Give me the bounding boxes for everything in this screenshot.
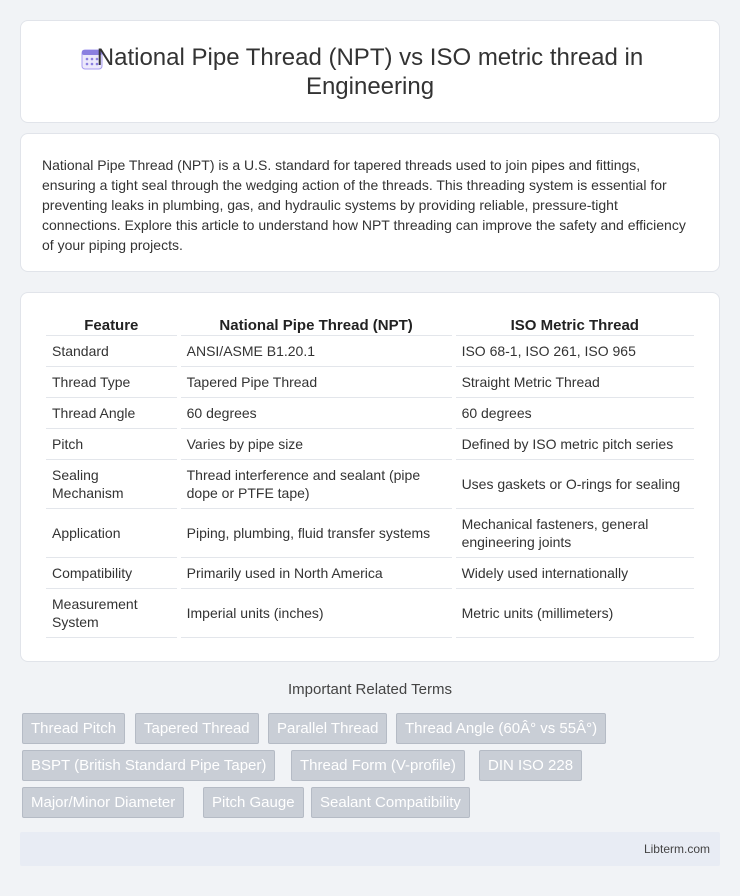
column-header-npt: National Pipe Thread (NPT) <box>181 314 452 336</box>
table-cell: Standard <box>46 336 177 367</box>
table-cell: ISO 68-1, ISO 261, ISO 965 <box>456 336 694 367</box>
table-cell: Varies by pipe size <box>181 429 452 460</box>
tag-thread-form[interactable]: Thread Form (V-profile) <box>291 750 465 781</box>
table-cell: Primarily used in North America <box>181 558 452 589</box>
table-cell: Measurement System <box>46 589 177 638</box>
tag-thread-angle[interactable]: Thread Angle (60Â° vs 55Â°) <box>396 713 606 744</box>
tag-sealant-compatibility[interactable]: Sealant Compatibility <box>311 787 470 818</box>
table-row <box>46 558 694 589</box>
table-cell: Uses gaskets or O-rings for sealing <box>456 460 694 509</box>
table-cell: Piping, plumbing, fluid transfer systems <box>181 509 452 558</box>
footer <box>20 832 720 866</box>
table-cell: Straight Metric Thread <box>456 367 694 398</box>
table-cell: Thread interference and sealant (pipe dope or PTFE tape) <box>181 460 452 509</box>
table-cell: Widely used internationally <box>456 558 694 589</box>
page-title <box>21 43 719 101</box>
tag-pitch-gauge[interactable]: Pitch Gauge <box>203 787 304 818</box>
tag-bspt[interactable]: BSPT (British Standard Pipe Taper) <box>22 750 275 781</box>
column-header-feature: Feature <box>46 314 177 336</box>
footer-site-link[interactable]: Libterm.com <box>643 842 710 856</box>
table-cell: Tapered Pipe Thread <box>181 367 452 398</box>
table-cell: Compatibility <box>46 558 177 589</box>
title-card <box>20 20 720 123</box>
table-cell: 60 degrees <box>181 398 452 429</box>
tag-thread-pitch[interactable]: Thread Pitch <box>22 713 125 744</box>
column-header-iso: ISO Metric Thread <box>456 314 694 336</box>
table-cell: Application <box>46 509 177 558</box>
table-row <box>46 509 694 558</box>
page-title-line-2: Engineering <box>305 73 435 100</box>
intro-card <box>20 133 720 272</box>
table-cell: ANSI/ASME B1.20.1 <box>181 336 452 367</box>
comparison-card <box>20 292 720 662</box>
table-row <box>46 398 694 429</box>
table-cell: Imperial units (inches) <box>181 589 452 638</box>
table-row <box>46 429 694 460</box>
table-cell: Defined by ISO metric pitch series <box>456 429 694 460</box>
table-cell: 60 degrees <box>456 398 694 429</box>
tag-tapered-thread[interactable]: Tapered Thread <box>135 713 259 744</box>
table-row <box>46 367 694 398</box>
page-title-line-1: National Pipe Thread (NPT) vs ISO metric thread in <box>96 44 644 71</box>
intro-paragraph: National Pipe Thread (NPT) is a U.S. standard for tapered threads used to join pipes and fittings, ensuring a tight seal through the wedging action of the threads. This threading system is essential for preventing leaks in plumbing, gas, and hydraulic systems by providing reliable, pressure-tight connections. Explore this article to understand how NPT threading can improve the safety and efficiency of your piping projects. <box>42 157 686 253</box>
related-terms-heading: Important Related Terms <box>288 681 452 698</box>
table-row <box>46 460 694 509</box>
table-cell: Mechanical fasteners, general engineering joints <box>456 509 694 558</box>
table-cell: Thread Type <box>46 367 177 398</box>
comparison-table <box>42 314 698 638</box>
tag-parallel-thread[interactable]: Parallel Thread <box>268 713 387 744</box>
table-cell: Thread Angle <box>46 398 177 429</box>
table-row <box>46 589 694 638</box>
tag-major-minor-diameter[interactable]: Major/Minor Diameter <box>22 787 184 818</box>
table-row <box>46 336 694 367</box>
tag-din-iso-228[interactable]: DIN ISO 228 <box>479 750 582 781</box>
table-cell: Pitch <box>46 429 177 460</box>
table-cell: Sealing Mechanism <box>46 460 177 509</box>
table-header-row <box>46 314 694 336</box>
table-cell: Metric units (millimeters) <box>456 589 694 638</box>
